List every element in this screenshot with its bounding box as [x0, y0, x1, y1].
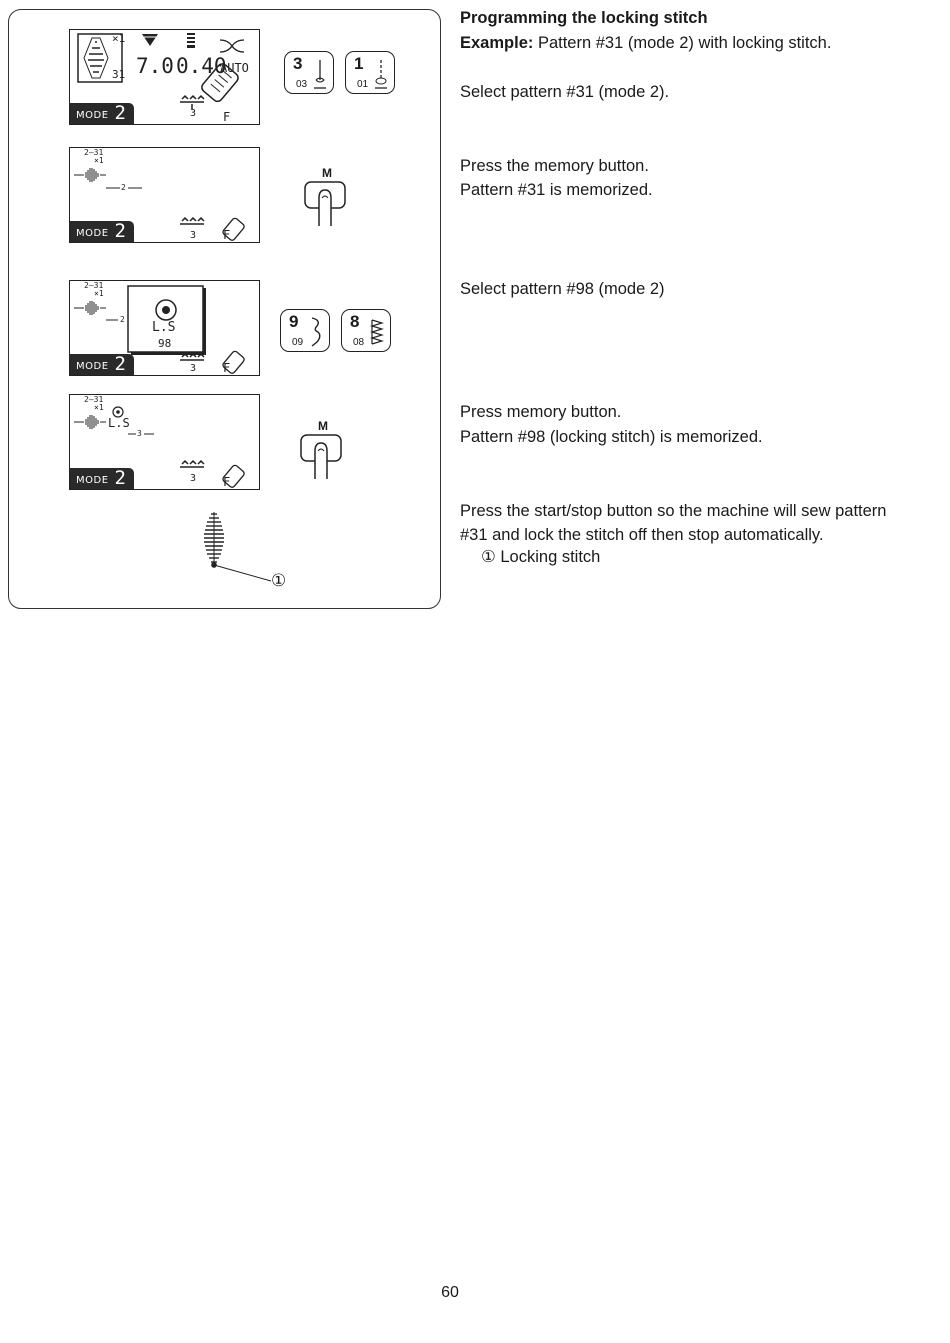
example-line — [460, 31, 831, 56]
key-digit: 8 — [350, 312, 360, 331]
mode-indicator — [70, 103, 134, 124]
sequence-number: 2 — [121, 183, 126, 192]
stitch-width-value: 7.0 — [136, 54, 174, 78]
pattern-key-8[interactable] — [341, 309, 391, 352]
memory-button[interactable] — [298, 419, 348, 481]
feed-dog-icon — [180, 218, 204, 224]
lcd-screen-step2 — [69, 147, 260, 243]
callout-line — [214, 565, 271, 581]
mode-label: MODE — [76, 475, 109, 486]
blind-hem-stitch-icon — [309, 316, 323, 348]
straight-stitch-icon — [313, 58, 327, 90]
locking-stitch-label: L.S — [152, 320, 176, 335]
example-label: Example: — [460, 34, 534, 52]
step-1-text: Select pattern #31 (mode 2). — [460, 83, 670, 101]
step-4-note: Pattern #98 (locking stitch) is memorized. — [460, 428, 763, 446]
repeat-count: ×1 — [112, 32, 126, 45]
key-digit: 3 — [293, 54, 303, 73]
step-4-text: Press memory button. — [460, 403, 622, 421]
step-2-note: Pattern #31 is memorized. — [460, 181, 653, 199]
straight-stitch-icon — [374, 58, 388, 90]
satin-stitch-icon — [74, 168, 106, 182]
lcd-screen-step4 — [69, 394, 260, 490]
satin-stitch-icon — [74, 301, 106, 315]
key-pattern-number: 08 — [353, 337, 365, 348]
memory-button[interactable] — [302, 166, 352, 228]
key-digit: 1 — [354, 54, 364, 73]
mode-number: 2 — [114, 220, 126, 242]
memory-position: 2–31 — [84, 395, 104, 404]
width-icon — [142, 34, 158, 46]
pattern-key-1[interactable] — [345, 51, 395, 94]
step-2-text: Press the memory button. — [460, 157, 649, 175]
finger-press-icon — [302, 180, 352, 228]
mode-label: MODE — [76, 110, 109, 121]
sequence-number: 3 — [137, 429, 142, 438]
locking-stitch-number: 98 — [158, 337, 172, 350]
feed-number: 3 — [190, 230, 197, 241]
callout-marker: ① — [271, 571, 287, 590]
mode-indicator — [70, 354, 134, 375]
foot-letter: F — [223, 110, 231, 124]
sequence-number: 2 — [120, 315, 125, 324]
foot-letter: F — [223, 475, 231, 489]
tension-value: AUTO — [220, 61, 249, 75]
step-5-text: Press the start/stop button so the machine will sew pattern — [460, 502, 887, 520]
mode-number: 2 — [114, 467, 126, 489]
feed-dog-icon — [180, 354, 204, 360]
step-3-text: Select pattern #98 (mode 2) — [460, 280, 665, 298]
mode-indicator — [70, 221, 134, 242]
key-pattern-number: 01 — [357, 79, 369, 90]
repeat-count: ×1 — [94, 156, 104, 165]
repeat-count: ×1 — [94, 289, 104, 298]
stitch-length-value: 0.40 — [176, 54, 227, 78]
key-pattern-number: 09 — [292, 337, 304, 348]
lcd-screen-step1 — [69, 29, 260, 125]
memory-position: 2–31 — [84, 148, 104, 157]
key-digit: 9 — [289, 312, 299, 331]
length-icon — [187, 33, 195, 48]
lcd-screen-step3 — [69, 280, 260, 376]
section-heading: Programming the locking stitch — [460, 9, 708, 27]
pattern-key-9[interactable] — [280, 309, 330, 352]
zigzag-stitch-icon — [370, 316, 384, 348]
repeat-count: ×1 — [94, 403, 104, 412]
tension-icon — [220, 40, 244, 52]
satin-stitch-icon — [74, 415, 106, 429]
callout-legend: ① Locking stitch — [481, 548, 601, 566]
mode-label: MODE — [76, 361, 109, 372]
pattern-number: 31 — [112, 68, 126, 81]
memory-position: 2–31 — [84, 281, 104, 290]
page-number: 60 — [441, 1284, 459, 1301]
mode-number: 2 — [114, 353, 126, 375]
feed-number: 3 — [190, 363, 197, 374]
step-5-text-cont: #31 and lock the stitch off then stop automatically. — [460, 526, 824, 544]
foot-letter: F — [223, 361, 231, 375]
foot-letter: F — [223, 228, 231, 242]
example-text: Pattern #31 (mode 2) with locking stitch. — [533, 34, 832, 52]
pattern-key-3[interactable] — [284, 51, 334, 94]
key-pattern-number: 03 — [296, 79, 308, 90]
mode-number: 2 — [114, 102, 126, 124]
feed-number: 3 — [190, 473, 197, 484]
memory-button-label: M — [318, 419, 328, 433]
feed-number: 3 — [190, 108, 197, 119]
feed-dog-icon — [180, 461, 204, 467]
mode-indicator — [70, 468, 134, 489]
memory-button-label: M — [322, 166, 332, 180]
locking-stitch-label: L.S — [108, 416, 130, 430]
finger-press-icon — [298, 433, 348, 481]
mode-label: MODE — [76, 228, 109, 239]
